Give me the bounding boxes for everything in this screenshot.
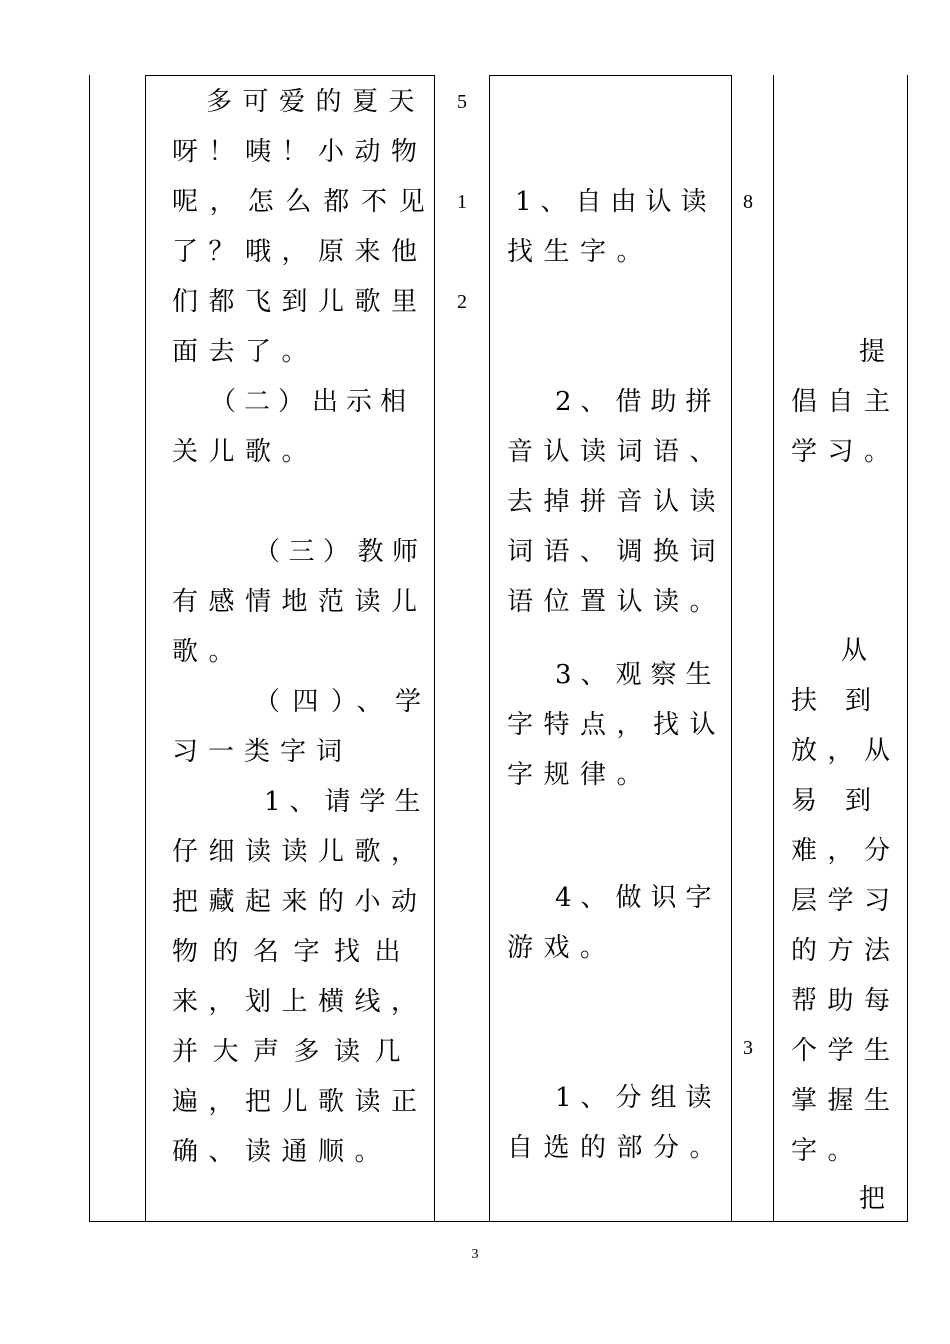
table-border-bottom: [89, 1221, 908, 1222]
inner-top-border-activity: [489, 75, 732, 76]
content-line: 呢，怎么都不见: [172, 187, 437, 217]
content-line: 关儿歌。: [172, 437, 319, 467]
content-line: （四）、学: [254, 687, 434, 717]
activity-line: 1、分组读: [555, 1083, 721, 1113]
activity-line: 语位置认读。: [507, 587, 727, 617]
table-divider-4: [731, 75, 732, 1222]
activity-line: 去掉拼音认读: [507, 487, 727, 517]
page-number: 3: [471, 1247, 479, 1262]
activity-line: 找生字。: [507, 237, 654, 267]
content-line: 呀！咦！小动物: [172, 137, 428, 167]
intent-line: 学习。: [791, 437, 901, 467]
time-value: 3: [743, 1037, 753, 1059]
content-line: 遍，把儿歌读正: [172, 1087, 428, 1117]
content-line: 面去了。: [172, 337, 319, 367]
intent-line: 放，从: [791, 736, 901, 766]
content-line: 来，划上横线，: [172, 987, 428, 1017]
content-column: [172, 77, 437, 1177]
content-line: 仔细读读儿歌，: [172, 837, 428, 867]
time-value: 5: [457, 91, 467, 113]
content-line: 物的名字找出: [172, 937, 416, 967]
activity-line: 4、做识字: [555, 883, 721, 913]
content-line: 习一类字词: [172, 737, 353, 767]
intent-line: 提: [859, 337, 886, 367]
content-line: 有感情地范读儿: [172, 587, 428, 617]
activity-line: 游戏。: [507, 933, 617, 963]
intent-line: 层学习: [791, 886, 901, 916]
intent-line: 的方法: [791, 936, 901, 966]
table-divider-5: [773, 75, 774, 1222]
table-border-right: [907, 75, 908, 1222]
content-line: 把藏起来的小动: [172, 887, 428, 917]
activity-line: 音认读词语、: [507, 437, 727, 467]
intent-line: 帮助每: [791, 986, 901, 1016]
intent-line: 掌握生: [791, 1086, 901, 1116]
table-border-left: [89, 75, 90, 1222]
content-line: （三）教师: [254, 537, 427, 567]
table-divider-2: [434, 75, 435, 1222]
intent-line: 字。: [791, 1136, 865, 1166]
time-value: 2: [457, 291, 467, 313]
table-divider-3: [489, 75, 490, 1222]
intent-line: 倡自主: [791, 387, 901, 417]
intent-column: [791, 77, 901, 1222]
activity-line: 1、自由认读: [515, 187, 716, 217]
content-line: 了？哦，原来他: [172, 237, 428, 267]
intent-line: 扶 到: [791, 686, 873, 716]
activity-line: 3、观察生: [555, 660, 721, 690]
table-divider-1: [145, 75, 146, 1222]
activity-line: 2、借助拼: [555, 387, 721, 417]
content-line: 歌。: [172, 637, 246, 667]
content-line: （二）出示相: [210, 387, 415, 417]
inner-top-border-content: [145, 75, 435, 76]
time-value: 1: [457, 191, 467, 213]
intent-line: 个学生: [791, 1036, 901, 1066]
activity-column: [507, 77, 727, 1177]
content-line: 多可爱的夏天: [206, 87, 426, 117]
activity-line: 字特点，找认: [507, 710, 727, 740]
intent-line: 从: [841, 636, 868, 666]
activity-line: 词语、调换词: [507, 537, 727, 567]
activity-line: 字规律。: [507, 760, 654, 790]
content-line: 们都飞到儿歌里: [172, 287, 428, 317]
intent-line: 把: [859, 1184, 886, 1214]
time-value: 8: [743, 191, 753, 213]
activity-line: 自选的部分。: [507, 1133, 727, 1163]
content-line: 确、读通顺。: [172, 1137, 392, 1167]
content-line: 1、请学生: [264, 787, 430, 817]
intent-line: 易 到: [791, 786, 873, 816]
intent-line: 难，分: [791, 836, 901, 866]
content-line: 并大声多读几: [172, 1037, 416, 1067]
